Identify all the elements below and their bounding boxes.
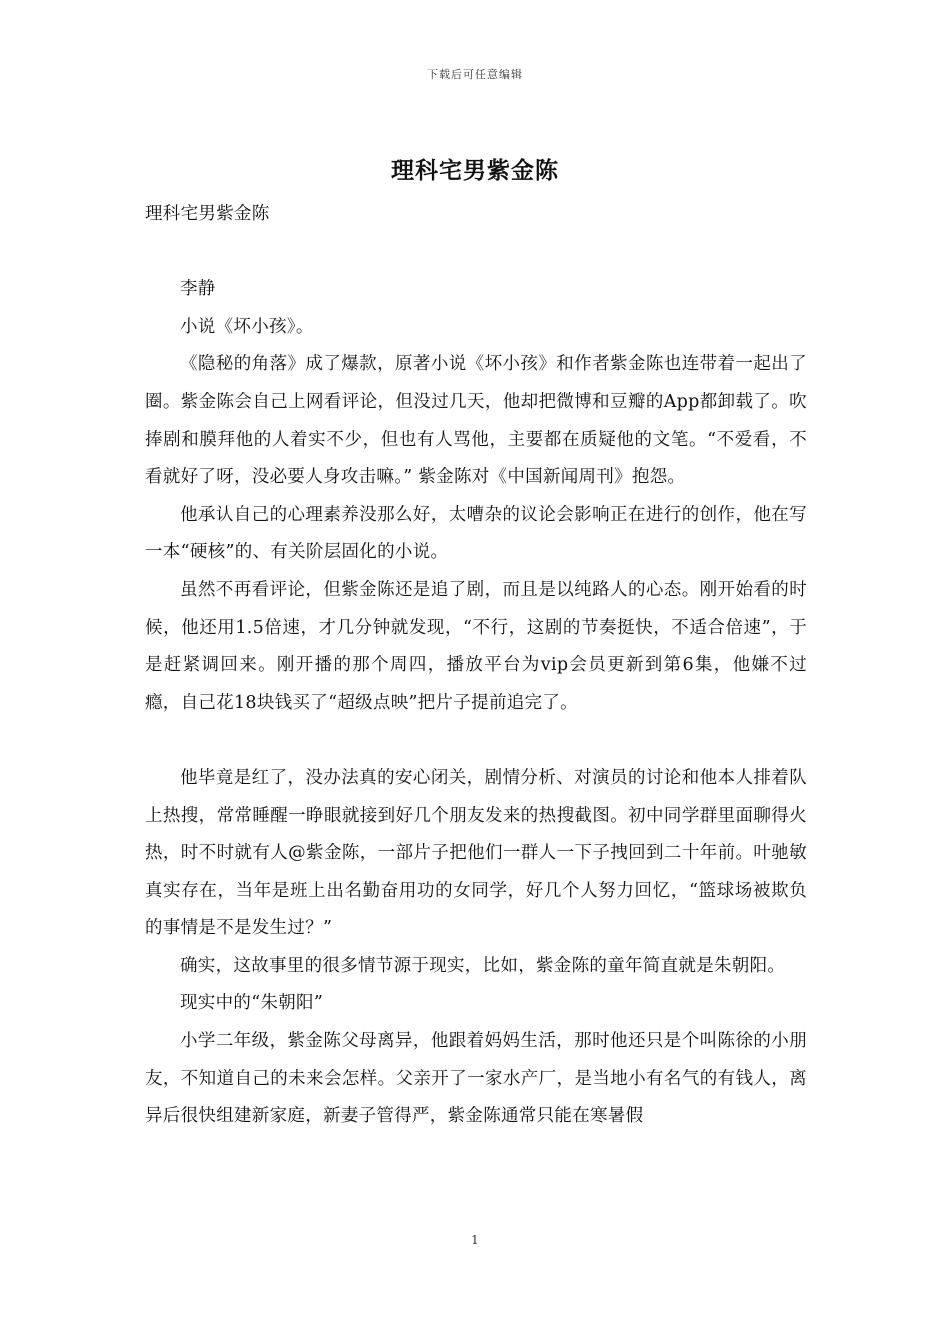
paragraph: 确实，这故事里的很多情节源于现实，比如，紫金陈的童年简直就是朱朝阳。 [180,955,786,976]
paragraph-author: 李静 [180,279,216,300]
paragraph: 虽然不再看评论，但紫金陈还是追了剧，而且是以纯路人的心态。刚开始看的时候，他还用1.5倍速，才几分钟就发现，“不行，这剧的节奏挺快，不适合倍速”，于是赶紧调回来。刚开播的那个周四，播放平台为vip会员更新到第6集，他嫌不过瘾，自己花18块钱买了“超级点映”把片子提前追完了。 [145,579,807,713]
blank-line [145,722,807,760]
paragraph: 他承认自己的心理素养没那么好，太嘈杂的议论会影响正在进行的创作，他在写一本“硬核”的、有关阶层固化的小说。 [145,504,807,563]
paragraph: 小学二年级，紫金陈父母离异，他跟着妈妈生活，那时他还只是个叫陈徐的小朋友，不知道自己的未来会怎样。父亲开了一家水产厂，是当地小有名气的有钱人，离异后很快组建新家庭，新妻子管得严，紫金陈通常只能在寒暑假 [145,1031,807,1127]
paragraph-subtitle: 理科宅男紫金陈 [145,204,270,224]
paragraph: 小说《坏小孩》。 [180,316,314,337]
document-title: 理科宅男紫金陈 [391,157,559,184]
paragraph: 他毕竟是红了，没办法真的安心闭关，剧情分析、对演员的讨论和他本人排着队上热搜，常常睡醒一睁眼就接到好几个朋友发来的热搜截图。初中同学群里面聊得火热，时不时就有人@紫金陈，一部片子把他们一群人一下子拽回到二十年前。叶驰敏真实存在，当年是班上出名勤奋用功的女同学，好几个人努力回忆，“篮球场被欺负的事情是不是发生过？” [145,767,807,939]
page-number: 1 [471,1233,479,1247]
page-header: 下载后可任意编辑 [427,68,523,81]
paragraph: 《隐秘的角落》成了爆款，原著小说《坏小孩》和作者紫金陈也连带着一起出了圈。紫金陈会自己上网看评论，但没过几天，他却把微博和豆瓣的App都卸载了。吹捧剧和膜拜他的人着实不少，但也有人骂他，主要都在质疑他的文笔。“不爱看，不看就好了呀，没必要人身攻击嘛。” 紫金陈对《中国新闻周刊》抱怨。 [145,354,807,488]
document-body [145,196,807,1136]
section-heading: 现实中的“朱朝阳” [180,993,324,1014]
blank-line [145,234,807,272]
